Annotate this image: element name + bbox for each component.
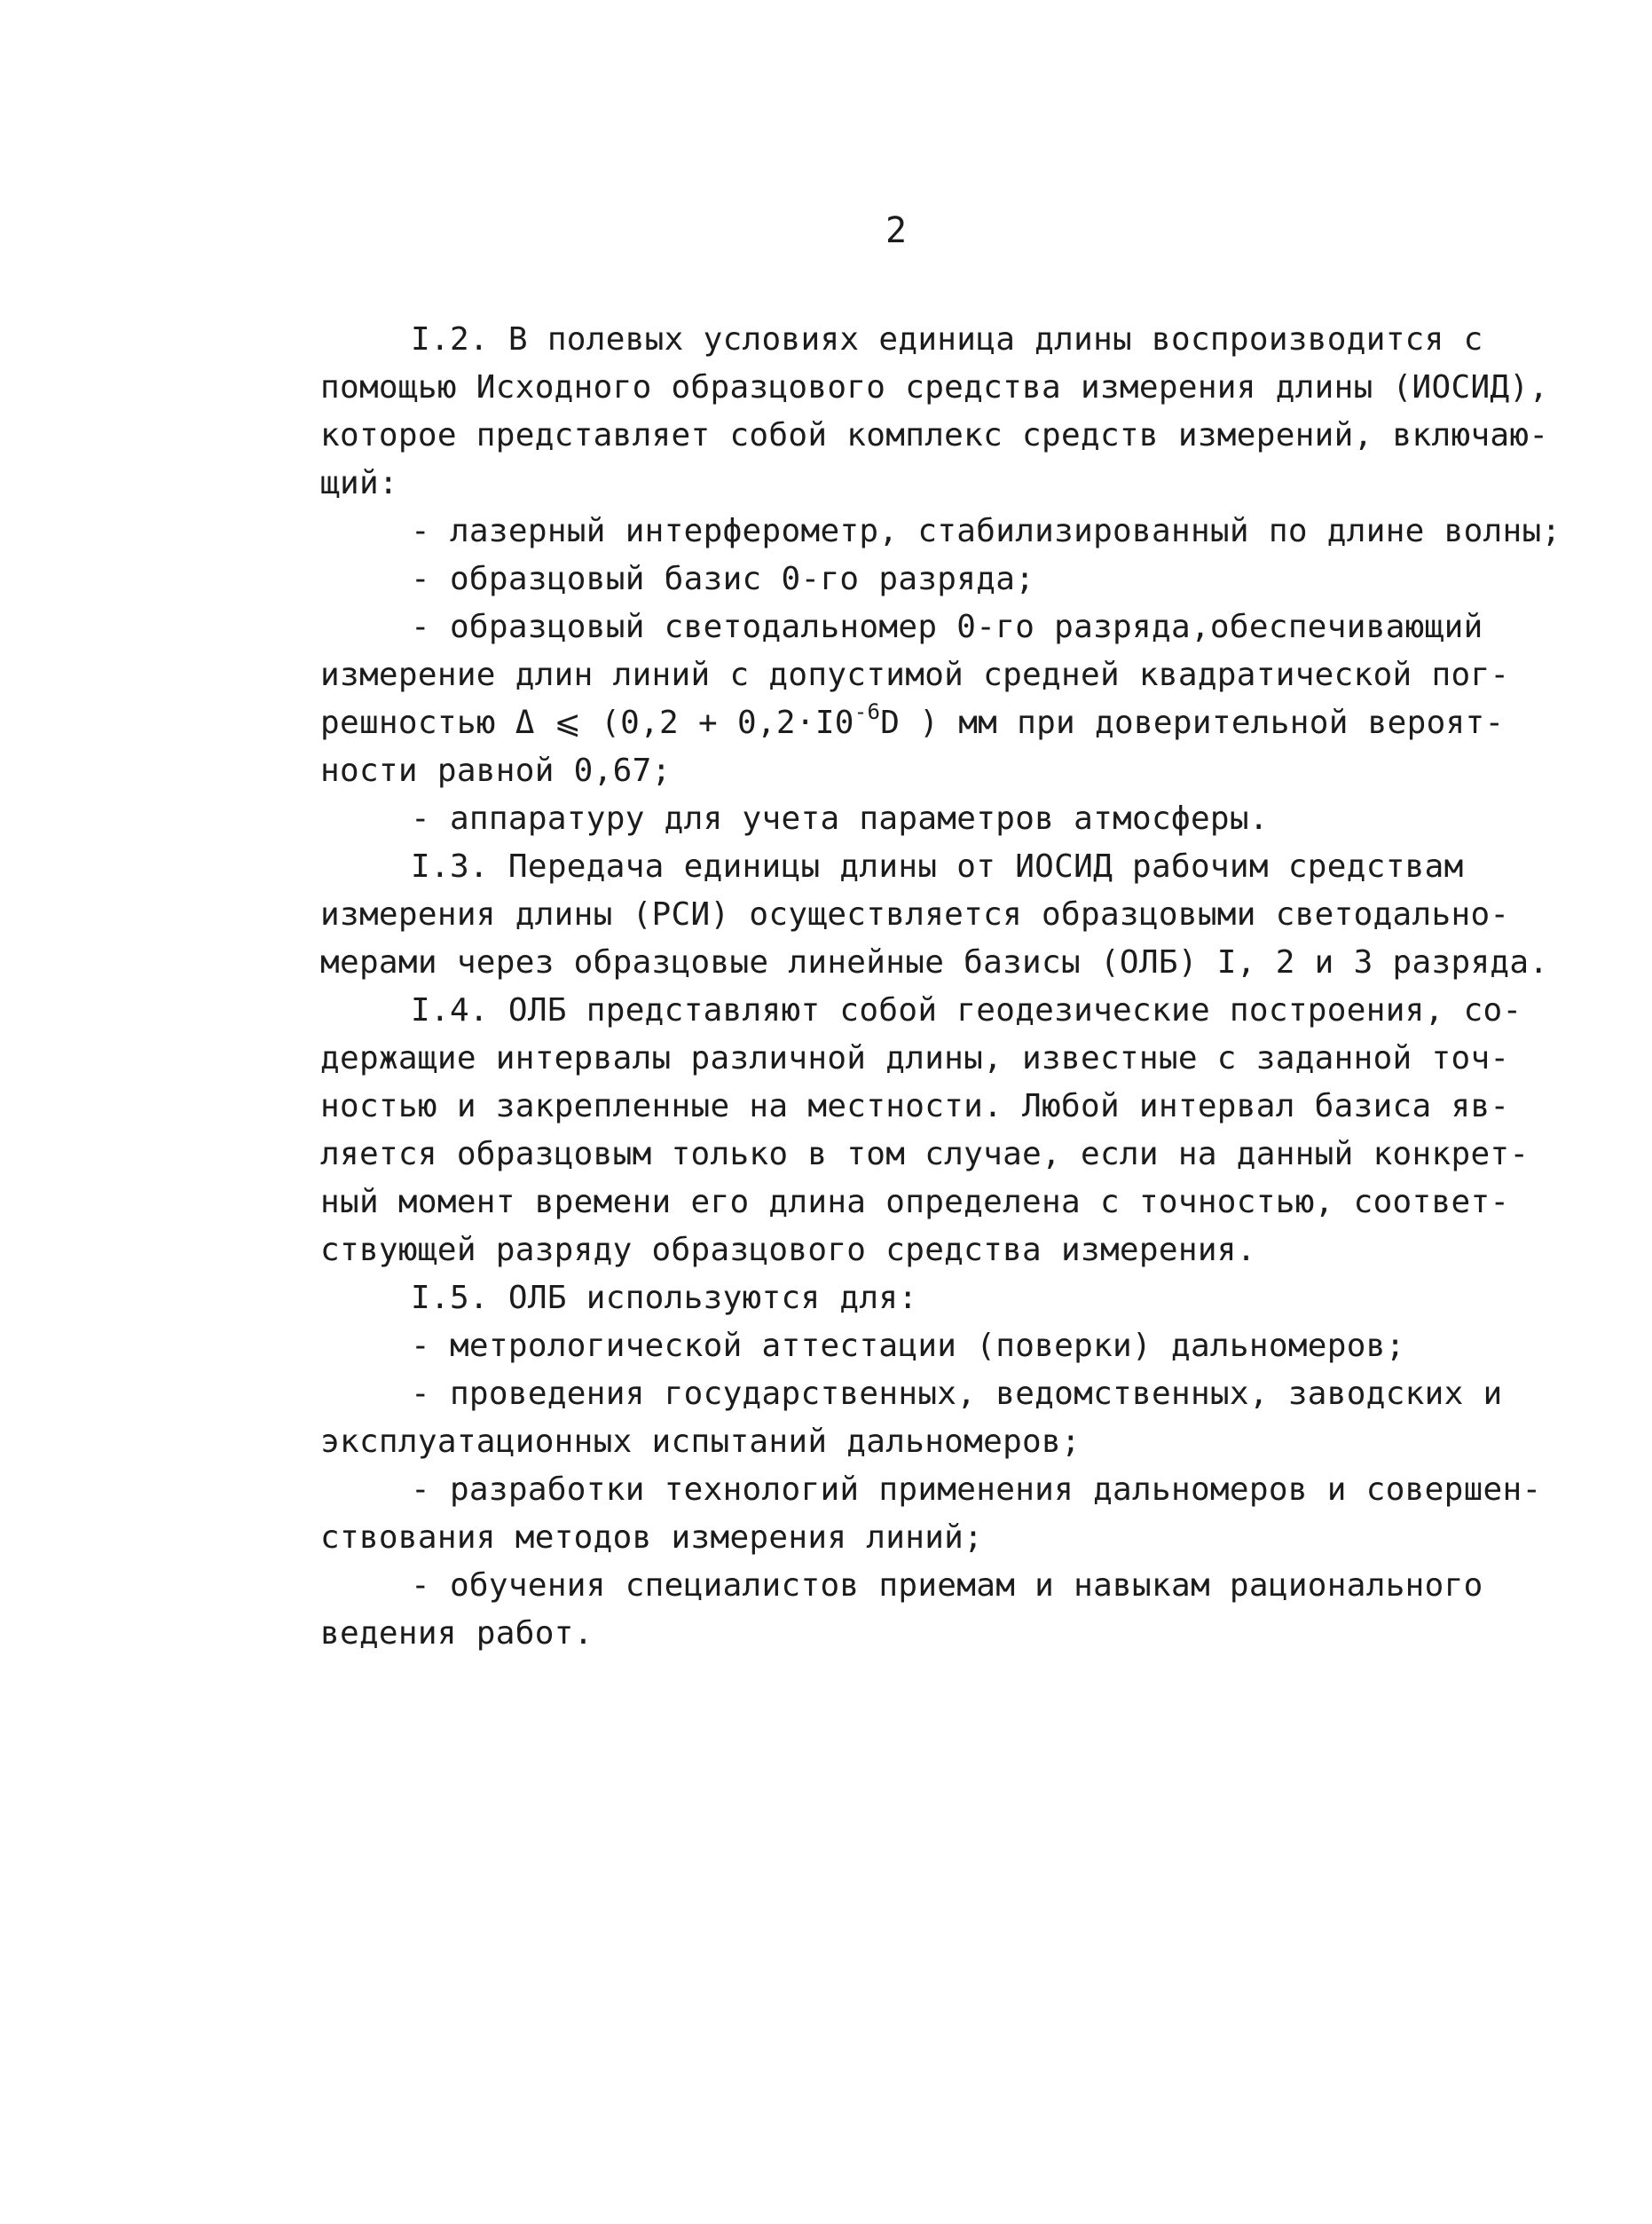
text-line: измерение длин линий с допустимой средней квадратической пог- — [320, 657, 1510, 693]
text-line: мерами через образцовые линейные базисы (ОЛБ) I, 2 и 3 разряда. — [320, 944, 1549, 981]
text-line: ствующей разряду образцового средства измерения. — [320, 1232, 1256, 1268]
text-line: эксплуатационных испытаний дальномеров; — [320, 1424, 1081, 1460]
formula-text-after: D ) мм при доверительной вероят- — [880, 705, 1505, 741]
text-line: ностью и закрепленные на местности. Любой интервал базиса яв- — [320, 1088, 1510, 1124]
text-line: - разработки технологий применения дальномеров и совершен- — [411, 1471, 1542, 1508]
text-line: I.4. ОЛБ представляют собой геодезические построения, со- — [411, 992, 1522, 1029]
text-line-formula — [320, 699, 1505, 741]
text-line: - метрологической аттестации (поверки) дальномеров; — [411, 1328, 1405, 1364]
text-line: - лазерный интерферометр, стабилизированный по длине волны; — [411, 513, 1562, 549]
text-line: которое представляет собой комплекс средств измерений, включаю- — [320, 417, 1549, 453]
text-line: - аппаратуру для учета параметров атмосферы. — [411, 800, 1269, 837]
text-line: I.2. В полевых условиях единица длины воспроизводится с — [411, 321, 1483, 358]
text-line: - обучения специалистов приемам и навыкам рационального — [411, 1567, 1483, 1604]
text-line: ности равной 0,67; — [320, 753, 672, 789]
text-line: помощью Исходного образцового средства измерения длины (ИОСИД), — [320, 369, 1549, 406]
formula-exponent: -6 — [854, 699, 881, 724]
text-line: ведения работ. — [320, 1615, 594, 1652]
text-line: держащие интервалы различной длины, известные с заданной точ- — [320, 1040, 1510, 1077]
text-line: ный момент времени его длина определена с точностью, соответ- — [320, 1184, 1510, 1220]
text-line: щий: — [320, 465, 398, 501]
text-line: I.5. ОЛБ используются для: — [411, 1280, 918, 1316]
text-line: - образцовый базис 0-го разряда; — [411, 561, 1035, 597]
text-line: измерения длины (РСИ) осуществляется образцовыми светодально- — [320, 896, 1510, 933]
page-number: 2 — [885, 210, 908, 251]
text-line: ствования методов измерения линий; — [320, 1519, 984, 1556]
text-line: ляется образцовым только в том случае, если на данный конкрет- — [320, 1136, 1530, 1172]
formula-text-before: решностью Δ ⩽ (0,2 + 0,2·I0 — [320, 705, 854, 741]
text-line: I.3. Передача единицы длины от ИОСИД рабочим средствам — [411, 848, 1464, 885]
text-line: - образцовый светодальномер 0-го разряда,обеспечивающий — [411, 609, 1483, 645]
text-line: - проведения государственных, ведомственных, заводских и — [411, 1376, 1503, 1412]
